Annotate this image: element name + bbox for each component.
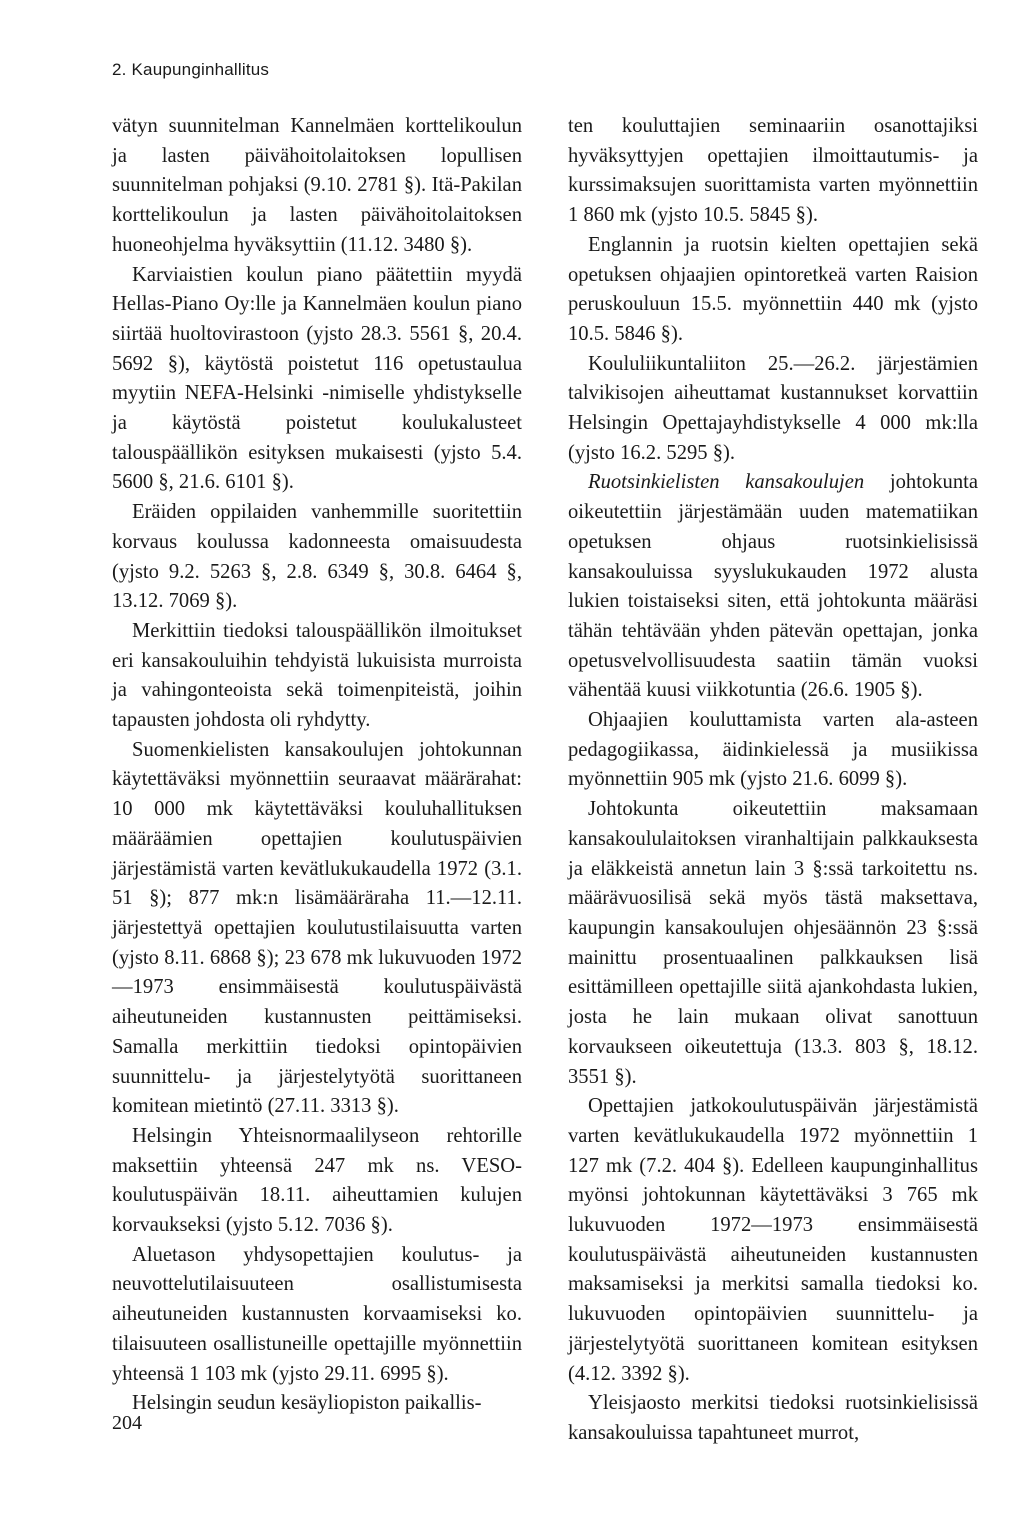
italic-heading: Ruotsinkielisten kansakoulujen bbox=[588, 471, 865, 494]
paragraph: Koululiikuntaliiton 25.—26.2. järjestämien talvikisojen aiheuttamat kustannukset korvattiin Helsingin Opettajayhdistykselle 4 000 mk:lla (yjsto 16.2. 5295 §). bbox=[568, 352, 978, 464]
paragraph: Opettajien jatkokoulutuspäivän järjestämistä varten kevätlukukaudella 1972 myönnettiin 1 127 mk (7.2. 404 §). Edelleen kaupunginhallitus myönsi johtokunnan käytettäväksi 3 765 mk lukuvuoden 1972—1973 ensimmäisestä koulutuspäivästä aiheutuneiden kustannusten maksamiseksi ja merkitsi samalla tiedoksi ko. lukuvuoden opintopäivien suunnittelu- ja järjestelytyötä suorittaneen komitean esityksen (4.12. 3392 §). bbox=[568, 1095, 978, 1385]
paragraph: vätyn suunnitelman Kannelmäen korttelikoulun ja lasten päivähoitolaitoksen lopullisen suunnitelman pohjaksi (9.10. 2781 §). Itä-Pakilan korttelikoulun ja lasten päivähoitolaitoksen huoneohjelma hyväksyttiin (11.12. 3480 §). bbox=[112, 115, 522, 256]
paragraph: Helsingin Yhteisnormaalilyseon rehtorille maksettiin yhteensä 247 mk ns. VESO-koulutuspäivän 18.11. aiheuttamien kulujen korvaukseksi (yjsto 5.12. 7036 §). bbox=[112, 1124, 522, 1237]
page-number: 204 bbox=[112, 1412, 142, 1434]
paragraph: Karviaistien koulun piano päätettiin myydä Hellas-Piano Oy:lle ja Kannelmäen koulun piano siirtää huoltovirastoon (yjsto 28.3. 5561 §, 20.4. 5692 §), käytöstä poistetut 116 opetustaulua myytiin NEFA-Helsinki -nimiselle yhdistykselle ja käytöstä poistetut koulukalusteet talouspäällikön esityksen mukaisesti (yjsto 5.4. 5600 §, 21.6. 6101 §). bbox=[112, 263, 522, 494]
paragraph: Eräiden oppilaiden vanhemmille suoritettiin korvaus koulussa kadonneesta omaisuudesta (yjsto 9.2. 5263 §, 2.8. 6349 §, 30.8. 6464 §, 13.12. 7069 §). bbox=[112, 501, 522, 613]
paragraph: Englannin ja ruotsin kielten opettajien sekä opetuksen ohjaajien opintoretkeä varten Raision peruskouluun 15.5. myönnettiin 440 mk (yjsto 10.5. 5846 §). bbox=[568, 233, 978, 345]
right-column bbox=[568, 112, 978, 1449]
paragraph: Merkittiin tiedoksi talouspäällikön ilmoitukset eri kansakouluihin tehdyistä lukuisista murroista ja vahingonteoista sekä toimenpiteistä, joihin tapausten johdosta oli ryhdytty. bbox=[112, 619, 522, 732]
paragraph bbox=[568, 468, 978, 706]
paragraph: Aluetason yhdysopettajien koulutus- ja neuvottelutilaisuuteen osallistumisesta aiheutuneiden kustannusten korvaamiseksi ko. tilaisuuteen osallistuneille opettajille myönnettiin yhteensä 1 103 mk (yjsto 29.11. 6995 §). bbox=[112, 1243, 522, 1385]
paragraph: Ohjaajien kouluttamista varten ala-asteen pedagogiikassa, äidinkielessä ja musiikissa myönnettiin 905 mk (yjsto 21.6. 6099 §). bbox=[568, 709, 978, 791]
paragraph: Johtokunta oikeutettiin maksamaan kansakoululaitoksen viranhaltijain palkkauksesta ja eläkkeistä annetun lain 3 §:ssä tarkoitettu ns. määrävuosilisä sekä myös tästä maksettava, kaupungin kansakoulujen ohjesäännön 23 §:ssä mainittu prosentuaalinen palkkauksen lisä esittämilleen opettajille siitä ajankohdasta lukien, josta he lain mukaan olivat sanottuun korvaukseen oikeutettuja (13.3. 803 §, 18.12. 3551 §). bbox=[568, 798, 978, 1088]
paragraph: Suomenkielisten kansakoulujen johtokunnan käytettäväksi myönnettiin seuraavat määrärahat: 10 000 mk käytettäväksi kouluhallituksen määräämien opettajien koulutuspäivien järjestämistä varten kevätlukukaudella 1972 (3.1. 51 §); 877 mk:n lisämääräraha 11.—12.11. järjestettyä opettajien koulutustilaisuutta varten (yjsto 8.11. 6868 §); 23 678 mk lukuvuoden 1972—1973 ensimmäisestä koulutuspäivästä aiheutuneiden kustannusten peittämiseksi. Samalla merkittiin tiedoksi opintopäivien suunnittelu- ja järjestelytyötä suorittaneen komitean mietintö (27.11. 3313 §). bbox=[112, 738, 522, 1118]
running-header: 2. Kaupunginhallitus bbox=[112, 60, 270, 79]
paragraph-text: johtokunta oikeutettiin järjestämään uuden matematiikan opetuksen ohjaus ruotsinkielisissä kansakouluissa syyslukukauden 1972 alusta lukien toistaiseksi siten, että johtokunta määräsi tähän tehtävään yhden pätevän opettajan, jonka opetusvelvollisuudesta saatiin tämän vuoksi vähentää kuusi viikkotuntia (26.6. 1905 §). bbox=[568, 471, 978, 702]
paragraph: ten kouluttajien seminaariin osanottajiksi hyväksyttyjen opettajien ilmoittautumis- ja kurssimaksujen suorittamista varten myönnettiin 1 860 mk (yjsto 10.5. 5845 §). bbox=[568, 115, 978, 227]
paragraph: Helsingin seudun kesäyliopiston paikallis- bbox=[132, 1392, 482, 1415]
paragraph: Yleisjaosto merkitsi tiedoksi ruotsinkielisissä kansakouluissa tapahtuneet murrot, bbox=[568, 1392, 978, 1444]
left-column bbox=[112, 112, 522, 1419]
